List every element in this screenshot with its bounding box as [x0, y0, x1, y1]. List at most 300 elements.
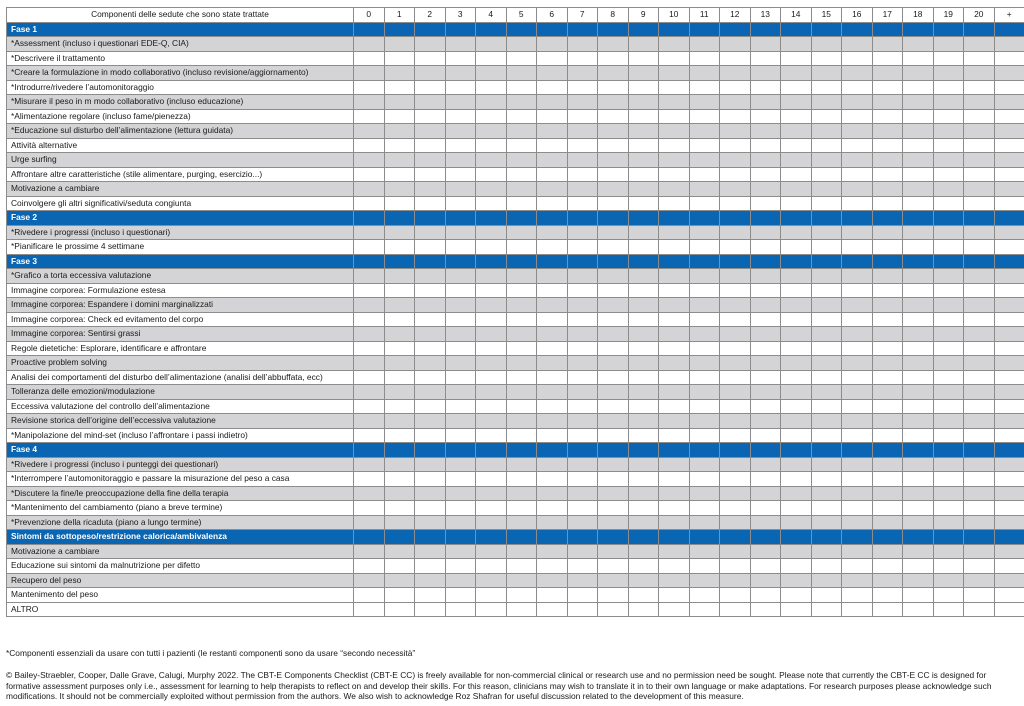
session-check-cell[interactable]: [476, 182, 507, 197]
session-check-cell[interactable]: [903, 66, 934, 81]
session-check-cell[interactable]: [384, 370, 415, 385]
session-check-cell[interactable]: [964, 95, 995, 110]
session-check-cell[interactable]: [689, 138, 720, 153]
session-check-cell[interactable]: [598, 544, 629, 559]
session-check-cell[interactable]: [994, 138, 1024, 153]
session-check-cell[interactable]: [994, 588, 1024, 603]
session-check-cell[interactable]: [567, 167, 598, 182]
session-check-cell[interactable]: [811, 588, 842, 603]
session-check-cell[interactable]: [720, 472, 751, 487]
session-check-cell[interactable]: [384, 428, 415, 443]
session-check-cell[interactable]: [506, 501, 537, 516]
session-check-cell[interactable]: [476, 399, 507, 414]
session-check-cell[interactable]: [354, 515, 385, 530]
session-check-cell[interactable]: [689, 428, 720, 443]
session-check-cell[interactable]: [445, 138, 476, 153]
session-check-cell[interactable]: [872, 457, 903, 472]
session-check-cell[interactable]: [537, 312, 568, 327]
session-check-cell[interactable]: [781, 515, 812, 530]
session-check-cell[interactable]: [476, 109, 507, 124]
session-check-cell[interactable]: [567, 196, 598, 211]
session-check-cell[interactable]: [598, 457, 629, 472]
session-check-cell[interactable]: [598, 428, 629, 443]
session-check-cell[interactable]: [415, 515, 446, 530]
session-check-cell[interactable]: [506, 80, 537, 95]
session-check-cell[interactable]: [872, 341, 903, 356]
session-check-cell[interactable]: [720, 385, 751, 400]
session-check-cell[interactable]: [872, 138, 903, 153]
session-check-cell[interactable]: [781, 544, 812, 559]
session-check-cell[interactable]: [659, 341, 690, 356]
session-check-cell[interactable]: [811, 501, 842, 516]
session-check-cell[interactable]: [781, 37, 812, 52]
session-check-cell[interactable]: [842, 472, 873, 487]
session-check-cell[interactable]: [354, 269, 385, 284]
session-check-cell[interactable]: [964, 153, 995, 168]
session-check-cell[interactable]: [750, 80, 781, 95]
session-check-cell[interactable]: [964, 602, 995, 617]
session-check-cell[interactable]: [628, 414, 659, 429]
session-check-cell[interactable]: [720, 51, 751, 66]
session-check-cell[interactable]: [476, 66, 507, 81]
session-check-cell[interactable]: [872, 66, 903, 81]
session-check-cell[interactable]: [567, 66, 598, 81]
session-check-cell[interactable]: [811, 138, 842, 153]
session-check-cell[interactable]: [628, 544, 659, 559]
session-check-cell[interactable]: [689, 167, 720, 182]
session-check-cell[interactable]: [903, 385, 934, 400]
session-check-cell[interactable]: [476, 37, 507, 52]
session-check-cell[interactable]: [384, 124, 415, 139]
session-check-cell[interactable]: [628, 428, 659, 443]
session-check-cell[interactable]: [903, 501, 934, 516]
session-check-cell[interactable]: [689, 312, 720, 327]
session-check-cell[interactable]: [415, 385, 446, 400]
session-check-cell[interactable]: [384, 559, 415, 574]
session-check-cell[interactable]: [811, 486, 842, 501]
session-check-cell[interactable]: [445, 109, 476, 124]
session-check-cell[interactable]: [598, 573, 629, 588]
session-check-cell[interactable]: [628, 109, 659, 124]
session-check-cell[interactable]: [903, 457, 934, 472]
session-check-cell[interactable]: [964, 80, 995, 95]
session-check-cell[interactable]: [689, 37, 720, 52]
session-check-cell[interactable]: [720, 457, 751, 472]
session-check-cell[interactable]: [994, 428, 1024, 443]
session-check-cell[interactable]: [476, 544, 507, 559]
session-check-cell[interactable]: [781, 138, 812, 153]
session-check-cell[interactable]: [567, 588, 598, 603]
session-check-cell[interactable]: [628, 312, 659, 327]
session-check-cell[interactable]: [842, 66, 873, 81]
session-check-cell[interactable]: [781, 283, 812, 298]
session-check-cell[interactable]: [994, 124, 1024, 139]
session-check-cell[interactable]: [994, 486, 1024, 501]
session-check-cell[interactable]: [628, 327, 659, 342]
session-check-cell[interactable]: [811, 109, 842, 124]
session-check-cell[interactable]: [781, 80, 812, 95]
session-check-cell[interactable]: [933, 356, 964, 371]
session-check-cell[interactable]: [445, 283, 476, 298]
session-check-cell[interactable]: [720, 124, 751, 139]
session-check-cell[interactable]: [506, 399, 537, 414]
session-check-cell[interactable]: [354, 109, 385, 124]
session-check-cell[interactable]: [445, 602, 476, 617]
session-check-cell[interactable]: [567, 428, 598, 443]
session-check-cell[interactable]: [506, 544, 537, 559]
session-check-cell[interactable]: [720, 80, 751, 95]
session-check-cell[interactable]: [384, 356, 415, 371]
session-check-cell[interactable]: [537, 573, 568, 588]
session-check-cell[interactable]: [842, 167, 873, 182]
session-check-cell[interactable]: [903, 138, 934, 153]
session-check-cell[interactable]: [872, 544, 903, 559]
session-check-cell[interactable]: [659, 80, 690, 95]
session-check-cell[interactable]: [811, 240, 842, 255]
session-check-cell[interactable]: [750, 240, 781, 255]
session-check-cell[interactable]: [506, 370, 537, 385]
session-check-cell[interactable]: [720, 428, 751, 443]
session-check-cell[interactable]: [384, 486, 415, 501]
session-check-cell[interactable]: [720, 356, 751, 371]
session-check-cell[interactable]: [506, 240, 537, 255]
session-check-cell[interactable]: [872, 37, 903, 52]
session-check-cell[interactable]: [598, 269, 629, 284]
session-check-cell[interactable]: [506, 414, 537, 429]
session-check-cell[interactable]: [994, 414, 1024, 429]
session-check-cell[interactable]: [415, 196, 446, 211]
session-check-cell[interactable]: [506, 457, 537, 472]
session-check-cell[interactable]: [811, 385, 842, 400]
session-check-cell[interactable]: [628, 298, 659, 313]
session-check-cell[interactable]: [964, 167, 995, 182]
session-check-cell[interactable]: [476, 298, 507, 313]
session-check-cell[interactable]: [842, 327, 873, 342]
session-check-cell[interactable]: [567, 385, 598, 400]
session-check-cell[interactable]: [964, 472, 995, 487]
session-check-cell[interactable]: [537, 341, 568, 356]
session-check-cell[interactable]: [872, 124, 903, 139]
session-check-cell[interactable]: [415, 283, 446, 298]
session-check-cell[interactable]: [628, 240, 659, 255]
session-check-cell[interactable]: [933, 283, 964, 298]
session-check-cell[interactable]: [567, 80, 598, 95]
session-check-cell[interactable]: [659, 124, 690, 139]
session-check-cell[interactable]: [781, 428, 812, 443]
session-check-cell[interactable]: [598, 312, 629, 327]
session-check-cell[interactable]: [903, 399, 934, 414]
session-check-cell[interactable]: [567, 124, 598, 139]
session-check-cell[interactable]: [506, 167, 537, 182]
session-check-cell[interactable]: [994, 385, 1024, 400]
session-check-cell[interactable]: [598, 80, 629, 95]
session-check-cell[interactable]: [811, 196, 842, 211]
session-check-cell[interactable]: [872, 95, 903, 110]
session-check-cell[interactable]: [354, 138, 385, 153]
session-check-cell[interactable]: [872, 428, 903, 443]
session-check-cell[interactable]: [476, 559, 507, 574]
session-check-cell[interactable]: [384, 66, 415, 81]
session-check-cell[interactable]: [903, 472, 934, 487]
session-check-cell[interactable]: [842, 240, 873, 255]
session-check-cell[interactable]: [415, 399, 446, 414]
session-check-cell[interactable]: [384, 399, 415, 414]
session-check-cell[interactable]: [537, 240, 568, 255]
session-check-cell[interactable]: [598, 385, 629, 400]
session-check-cell[interactable]: [628, 370, 659, 385]
session-check-cell[interactable]: [781, 66, 812, 81]
session-check-cell[interactable]: [933, 399, 964, 414]
session-check-cell[interactable]: [476, 240, 507, 255]
session-check-cell[interactable]: [476, 370, 507, 385]
session-check-cell[interactable]: [384, 138, 415, 153]
session-check-cell[interactable]: [384, 588, 415, 603]
session-check-cell[interactable]: [415, 414, 446, 429]
session-check-cell[interactable]: [842, 95, 873, 110]
session-check-cell[interactable]: [537, 327, 568, 342]
session-check-cell[interactable]: [811, 573, 842, 588]
session-check-cell[interactable]: [842, 182, 873, 197]
session-check-cell[interactable]: [628, 37, 659, 52]
session-check-cell[interactable]: [445, 182, 476, 197]
session-check-cell[interactable]: [415, 559, 446, 574]
session-check-cell[interactable]: [537, 472, 568, 487]
session-check-cell[interactable]: [598, 486, 629, 501]
session-check-cell[interactable]: [354, 167, 385, 182]
session-check-cell[interactable]: [537, 602, 568, 617]
session-check-cell[interactable]: [842, 153, 873, 168]
session-check-cell[interactable]: [567, 472, 598, 487]
session-check-cell[interactable]: [689, 153, 720, 168]
session-check-cell[interactable]: [659, 457, 690, 472]
session-check-cell[interactable]: [964, 559, 995, 574]
session-check-cell[interactable]: [872, 182, 903, 197]
session-check-cell[interactable]: [933, 327, 964, 342]
session-check-cell[interactable]: [689, 341, 720, 356]
session-check-cell[interactable]: [598, 283, 629, 298]
session-check-cell[interactable]: [811, 370, 842, 385]
session-check-cell[interactable]: [384, 602, 415, 617]
session-check-cell[interactable]: [903, 225, 934, 240]
session-check-cell[interactable]: [750, 602, 781, 617]
session-check-cell[interactable]: [415, 501, 446, 516]
session-check-cell[interactable]: [689, 486, 720, 501]
session-check-cell[interactable]: [903, 559, 934, 574]
session-check-cell[interactable]: [903, 124, 934, 139]
session-check-cell[interactable]: [720, 153, 751, 168]
session-check-cell[interactable]: [689, 124, 720, 139]
session-check-cell[interactable]: [872, 501, 903, 516]
session-check-cell[interactable]: [689, 327, 720, 342]
session-check-cell[interactable]: [903, 240, 934, 255]
session-check-cell[interactable]: [415, 602, 446, 617]
session-check-cell[interactable]: [567, 153, 598, 168]
session-check-cell[interactable]: [689, 109, 720, 124]
session-check-cell[interactable]: [872, 414, 903, 429]
session-check-cell[interactable]: [415, 167, 446, 182]
session-check-cell[interactable]: [811, 312, 842, 327]
session-check-cell[interactable]: [354, 385, 385, 400]
session-check-cell[interactable]: [354, 196, 385, 211]
session-check-cell[interactable]: [628, 153, 659, 168]
session-check-cell[interactable]: [720, 515, 751, 530]
session-check-cell[interactable]: [842, 370, 873, 385]
session-check-cell[interactable]: [903, 341, 934, 356]
session-check-cell[interactable]: [994, 66, 1024, 81]
session-check-cell[interactable]: [659, 327, 690, 342]
session-check-cell[interactable]: [445, 370, 476, 385]
session-check-cell[interactable]: [537, 225, 568, 240]
session-check-cell[interactable]: [537, 298, 568, 313]
session-check-cell[interactable]: [720, 588, 751, 603]
session-check-cell[interactable]: [842, 457, 873, 472]
session-check-cell[interactable]: [903, 95, 934, 110]
session-check-cell[interactable]: [537, 138, 568, 153]
session-check-cell[interactable]: [903, 153, 934, 168]
session-check-cell[interactable]: [384, 544, 415, 559]
session-check-cell[interactable]: [781, 124, 812, 139]
session-check-cell[interactable]: [750, 37, 781, 52]
session-check-cell[interactable]: [384, 95, 415, 110]
session-check-cell[interactable]: [506, 588, 537, 603]
session-check-cell[interactable]: [415, 124, 446, 139]
session-check-cell[interactable]: [445, 80, 476, 95]
session-check-cell[interactable]: [659, 501, 690, 516]
session-check-cell[interactable]: [354, 573, 385, 588]
session-check-cell[interactable]: [720, 414, 751, 429]
session-check-cell[interactable]: [750, 399, 781, 414]
session-check-cell[interactable]: [811, 153, 842, 168]
session-check-cell[interactable]: [720, 327, 751, 342]
session-check-cell[interactable]: [445, 240, 476, 255]
session-check-cell[interactable]: [659, 66, 690, 81]
session-check-cell[interactable]: [872, 269, 903, 284]
session-check-cell[interactable]: [842, 501, 873, 516]
session-check-cell[interactable]: [476, 602, 507, 617]
session-check-cell[interactable]: [537, 588, 568, 603]
session-check-cell[interactable]: [598, 327, 629, 342]
session-check-cell[interactable]: [750, 515, 781, 530]
session-check-cell[interactable]: [842, 269, 873, 284]
session-check-cell[interactable]: [994, 51, 1024, 66]
session-check-cell[interactable]: [689, 356, 720, 371]
session-check-cell[interactable]: [415, 66, 446, 81]
session-check-cell[interactable]: [659, 182, 690, 197]
session-check-cell[interactable]: [415, 588, 446, 603]
session-check-cell[interactable]: [445, 385, 476, 400]
session-check-cell[interactable]: [933, 602, 964, 617]
session-check-cell[interactable]: [628, 399, 659, 414]
session-check-cell[interactable]: [689, 269, 720, 284]
session-check-cell[interactable]: [842, 109, 873, 124]
session-check-cell[interactable]: [415, 544, 446, 559]
session-check-cell[interactable]: [628, 95, 659, 110]
session-check-cell[interactable]: [659, 153, 690, 168]
session-check-cell[interactable]: [659, 138, 690, 153]
session-check-cell[interactable]: [445, 399, 476, 414]
session-check-cell[interactable]: [506, 153, 537, 168]
session-check-cell[interactable]: [781, 588, 812, 603]
session-check-cell[interactable]: [720, 544, 751, 559]
session-check-cell[interactable]: [994, 298, 1024, 313]
session-check-cell[interactable]: [964, 182, 995, 197]
session-check-cell[interactable]: [628, 51, 659, 66]
session-check-cell[interactable]: [781, 51, 812, 66]
session-check-cell[interactable]: [842, 486, 873, 501]
session-check-cell[interactable]: [598, 602, 629, 617]
session-check-cell[interactable]: [720, 225, 751, 240]
session-check-cell[interactable]: [781, 341, 812, 356]
session-check-cell[interactable]: [628, 167, 659, 182]
session-check-cell[interactable]: [964, 312, 995, 327]
session-check-cell[interactable]: [628, 269, 659, 284]
session-check-cell[interactable]: [659, 298, 690, 313]
session-check-cell[interactable]: [445, 356, 476, 371]
session-check-cell[interactable]: [354, 66, 385, 81]
session-check-cell[interactable]: [689, 240, 720, 255]
session-check-cell[interactable]: [567, 559, 598, 574]
session-check-cell[interactable]: [659, 225, 690, 240]
session-check-cell[interactable]: [506, 515, 537, 530]
session-check-cell[interactable]: [781, 501, 812, 516]
session-check-cell[interactable]: [598, 51, 629, 66]
session-check-cell[interactable]: [445, 269, 476, 284]
session-check-cell[interactable]: [415, 428, 446, 443]
session-check-cell[interactable]: [659, 544, 690, 559]
session-check-cell[interactable]: [415, 80, 446, 95]
session-check-cell[interactable]: [720, 138, 751, 153]
session-check-cell[interactable]: [842, 428, 873, 443]
session-check-cell[interactable]: [384, 240, 415, 255]
session-check-cell[interactable]: [659, 240, 690, 255]
session-check-cell[interactable]: [720, 196, 751, 211]
session-check-cell[interactable]: [445, 312, 476, 327]
session-check-cell[interactable]: [354, 544, 385, 559]
session-check-cell[interactable]: [811, 341, 842, 356]
session-check-cell[interactable]: [994, 559, 1024, 574]
session-check-cell[interactable]: [689, 95, 720, 110]
session-check-cell[interactable]: [384, 573, 415, 588]
session-check-cell[interactable]: [354, 602, 385, 617]
session-check-cell[interactable]: [445, 66, 476, 81]
session-check-cell[interactable]: [537, 153, 568, 168]
session-check-cell[interactable]: [933, 124, 964, 139]
session-check-cell[interactable]: [506, 428, 537, 443]
session-check-cell[interactable]: [689, 182, 720, 197]
session-check-cell[interactable]: [415, 312, 446, 327]
session-check-cell[interactable]: [872, 312, 903, 327]
session-check-cell[interactable]: [598, 182, 629, 197]
session-check-cell[interactable]: [872, 109, 903, 124]
session-check-cell[interactable]: [445, 95, 476, 110]
session-check-cell[interactable]: [537, 80, 568, 95]
session-check-cell[interactable]: [354, 472, 385, 487]
session-check-cell[interactable]: [811, 167, 842, 182]
session-check-cell[interactable]: [415, 240, 446, 255]
session-check-cell[interactable]: [811, 457, 842, 472]
session-check-cell[interactable]: [689, 573, 720, 588]
session-check-cell[interactable]: [415, 370, 446, 385]
session-check-cell[interactable]: [598, 501, 629, 516]
session-check-cell[interactable]: [415, 225, 446, 240]
session-check-cell[interactable]: [811, 544, 842, 559]
session-check-cell[interactable]: [598, 196, 629, 211]
session-check-cell[interactable]: [628, 385, 659, 400]
session-check-cell[interactable]: [476, 486, 507, 501]
session-check-cell[interactable]: [781, 109, 812, 124]
session-check-cell[interactable]: [628, 341, 659, 356]
session-check-cell[interactable]: [811, 298, 842, 313]
